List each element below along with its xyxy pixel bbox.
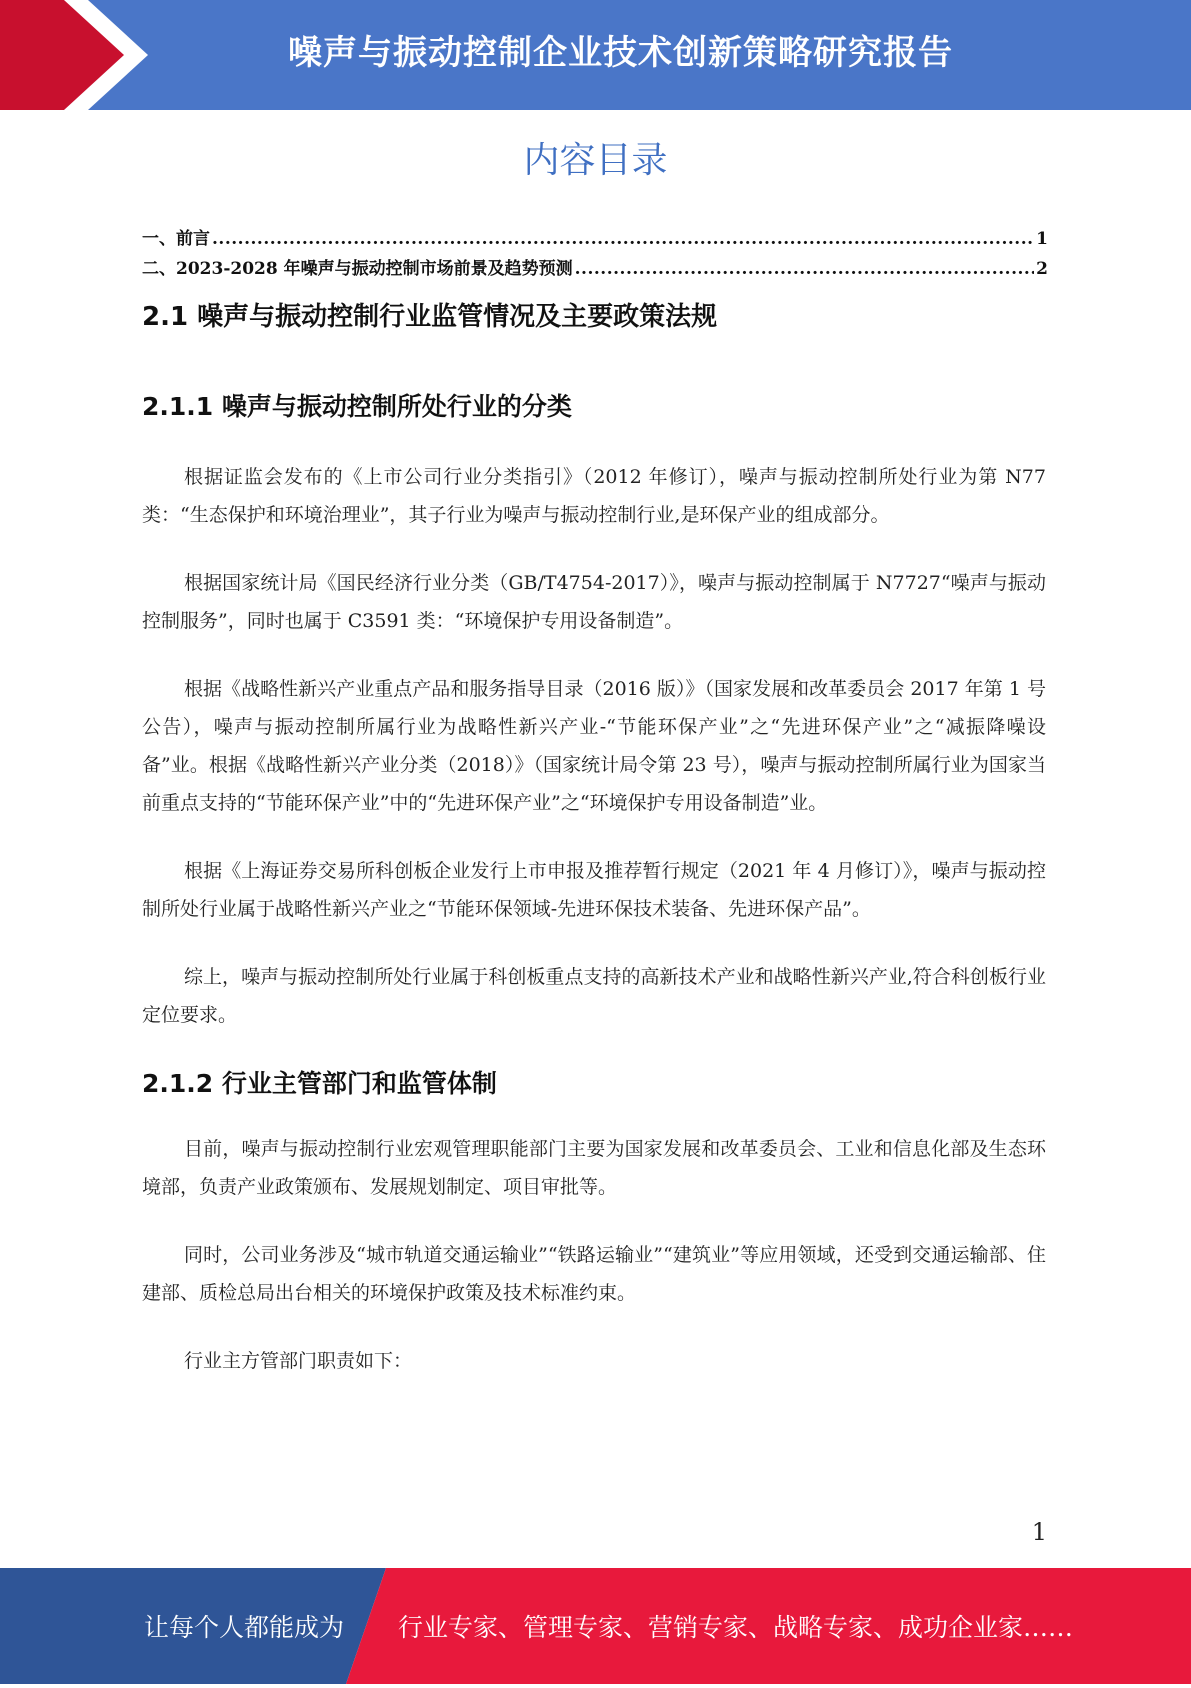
header-banner [0, 0, 1191, 110]
footer-banner [0, 1568, 1191, 1684]
paragraph: 根据国家统计局《国民经济行业分类（GB/T4754-2017）》，噪声与振动控制属于 N7727“噪声与振动控制服务”，同时也属于 C3591 类：“环境保护专用设备制造”。 [142, 572, 1046, 632]
toc-entry-label: 一、前言 [142, 229, 210, 249]
document-body [142, 296, 1046, 1380]
section-heading-2-1: 2.1 噪声与振动控制行业监管情况及主要政策法规 [142, 302, 718, 332]
toc-entry-page: 2 [1036, 259, 1048, 279]
report-title: 噪声与振动控制企业技术创新策略研究报告 [288, 33, 953, 73]
toc-entry-label: 二、2023-2028 年噪声与振动控制市场前景及趋势预测 [142, 259, 573, 279]
section-heading-2-1-1: 2.1.1 噪声与振动控制所处行业的分类 [142, 392, 572, 421]
chevron-arrow-icon [0, 0, 160, 110]
toc-entry-1[interactable] [142, 224, 1048, 254]
paragraph: 同时，公司业务涉及“城市轨道交通运输业”“铁路运输业”“建筑业”等应用领域，还受到交通运输部、住建部、质检总局出台相关的环境保护政策及技术标准约束。 [142, 1244, 1046, 1304]
paragraph: 行业主方管部门职责如下： [184, 1350, 413, 1372]
toc-leader-dots [575, 259, 1035, 279]
paragraph: 根据证监会发布的《上市公司行业分类指引》（2012 年修订），噪声与振动控制所处行业为第 N77 类：“生态保护和环境治理业”，其子行业为噪声与振动控制行业,是环保产业的组成部分。 [142, 466, 1046, 526]
footer-slogan-left: 让每个人都能成为 [144, 1613, 345, 1642]
paragraph: 综上，噪声与振动控制所处行业属于科创板重点支持的高新技术产业和战略性新兴产业,符合科创板行业定位要求。 [142, 966, 1046, 1026]
page-number: 1 [1031, 1518, 1047, 1546]
footer-slogan-right: 行业专家、管理专家、营销专家、战略专家、成功企业家…… [398, 1613, 1074, 1642]
paragraph: 根据《战略性新兴产业重点产品和服务指导目录（2016 版）》（国家发展和改革委员会 2017 年第 1 号公告），噪声与振动控制所属行业为战略性新兴产业-“节能环保产业”之“先进环保产业”之“减振降噪设备”业。根据《战略性新兴产业分类（2018）》（国家统计局令第 23 号），噪声与振动控制所属行业为国家当前重点支持的“节能环保产业”中的“先进环保产业”之“环境保护专用设备制造”业。 [142, 678, 1046, 814]
section-heading-2-1-2: 2.1.2 行业主管部门和监管体制 [142, 1069, 497, 1098]
toc-heading: 内容目录 [523, 140, 668, 181]
table-of-contents [142, 224, 1048, 284]
toc-entry-page: 1 [1036, 229, 1048, 249]
toc-entry-2[interactable] [142, 254, 1048, 284]
toc-leader-dots [212, 229, 1034, 249]
paragraph: 目前，噪声与振动控制行业宏观管理职能部门主要为国家发展和改革委员会、工业和信息化部及生态环境部，负责产业政策颁布、发展规划制定、项目审批等。 [142, 1138, 1046, 1198]
paragraph: 根据《上海证券交易所科创板企业发行上市申报及推荐暂行规定（2021 年 4 月修订）》，噪声与振动控制所处行业属于战略性新兴产业之“节能环保领域-先进环保技术装备、先进环保产品”。 [142, 860, 1046, 920]
